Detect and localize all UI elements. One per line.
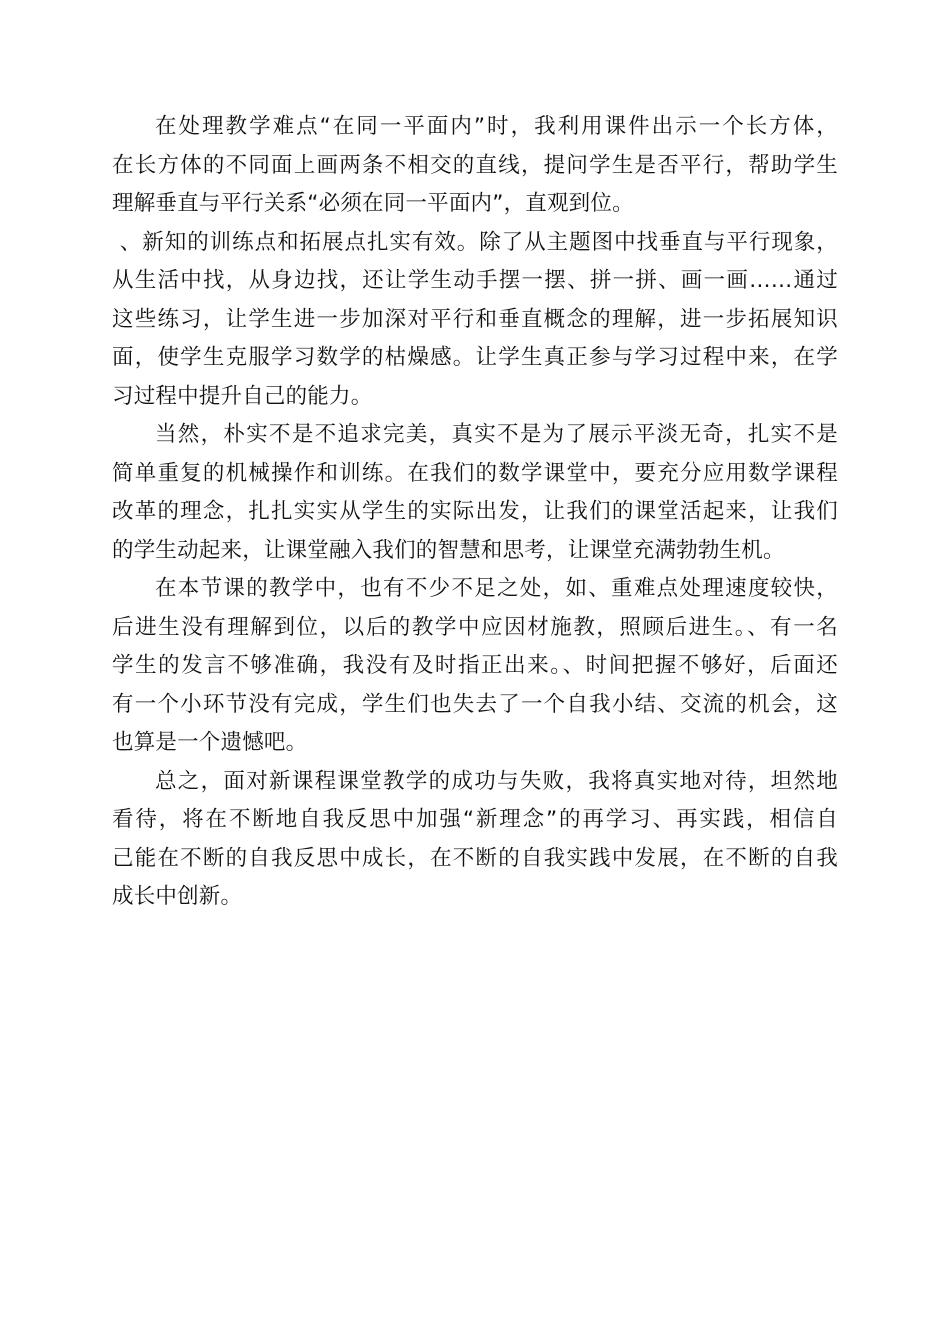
paragraph-geometry-difficulty [112,108,838,224]
text-line: 、新知的训练点和拓展点扎实有效。除了从主题图中找垂直与平行现象， [112,229,838,255]
paragraph-simplicity [112,416,838,570]
text-line: 改革的理念，扎扎实实从学生的实际出发，让我们的课堂活起来，让我们 [112,499,838,524]
text-line: 在处理教学难点“在同一平面内”时，我利用课件出示一个长方体， [155,114,838,139]
text-line: 的学生动起来，让课堂融入我们的智慧和思考，让课堂充满勃勃生机。 [112,537,785,563]
text-line: 总之，面对新课程课堂教学的成功与失败，我将真实地对待，坦然地 [155,768,838,794]
text-line: 面，使学生克服学习数学的枯燥感。让学生真正参与学习过程中来，在学 [112,345,838,370]
text-line: 理解垂直与平行关系“必须在同一平面内”，直观到位。 [112,191,634,216]
text-line: 在长方体的不同面上画两条不相交的直线，提问学生是否平行，帮助学生 [112,152,838,178]
text-line: 在本节课的教学中，也有不少不足之处，如、重难点处理速度较快， [155,576,838,601]
text-line: 简单重复的机械操作和训练。在我们的数学课堂中，要充分应用数学课程 [112,460,838,486]
text-line: 己能在不断的自我反思中成长，在不断的自我实践中发展，在不断的自我 [112,845,838,871]
text-line: 习过程中提升自己的能力。 [112,383,373,409]
text-line: 也算是一个遗憾吧。 [112,730,308,755]
text-line: 成长中创新。 [112,884,243,909]
paragraph-shortcomings [112,570,838,763]
text-line: 学生的发言不够准确，我没有及时指正出来。、时间把握不够好，后面还 [112,653,838,678]
text-line: 后进生没有理解到位，以后的教学中应因材施教，照顾后进生。、有一名 [112,614,838,640]
paragraph-training-points [112,224,838,417]
text-line: 当然，朴实不是不追求完美，真实不是为了展示平淡无奇，扎实不是 [155,422,838,447]
text-line: 这些练习，让学生进一步加深对平行和垂直概念的理解，进一步拓展知识 [112,306,838,332]
text-line: 看待，将在不断地自我反思中加强“新理念”的再学习、再实践，相信自 [112,807,838,832]
paragraph-conclusion [112,763,838,917]
document-body [112,108,838,917]
text-line: 有一个小环节没有完成，学生们也失去了一个自我小结、交流的机会，这 [112,691,838,717]
text-line: 从生活中找，从身边找，还让学生动手摆一摆、拼一拼、画一画……通过 [112,268,838,293]
